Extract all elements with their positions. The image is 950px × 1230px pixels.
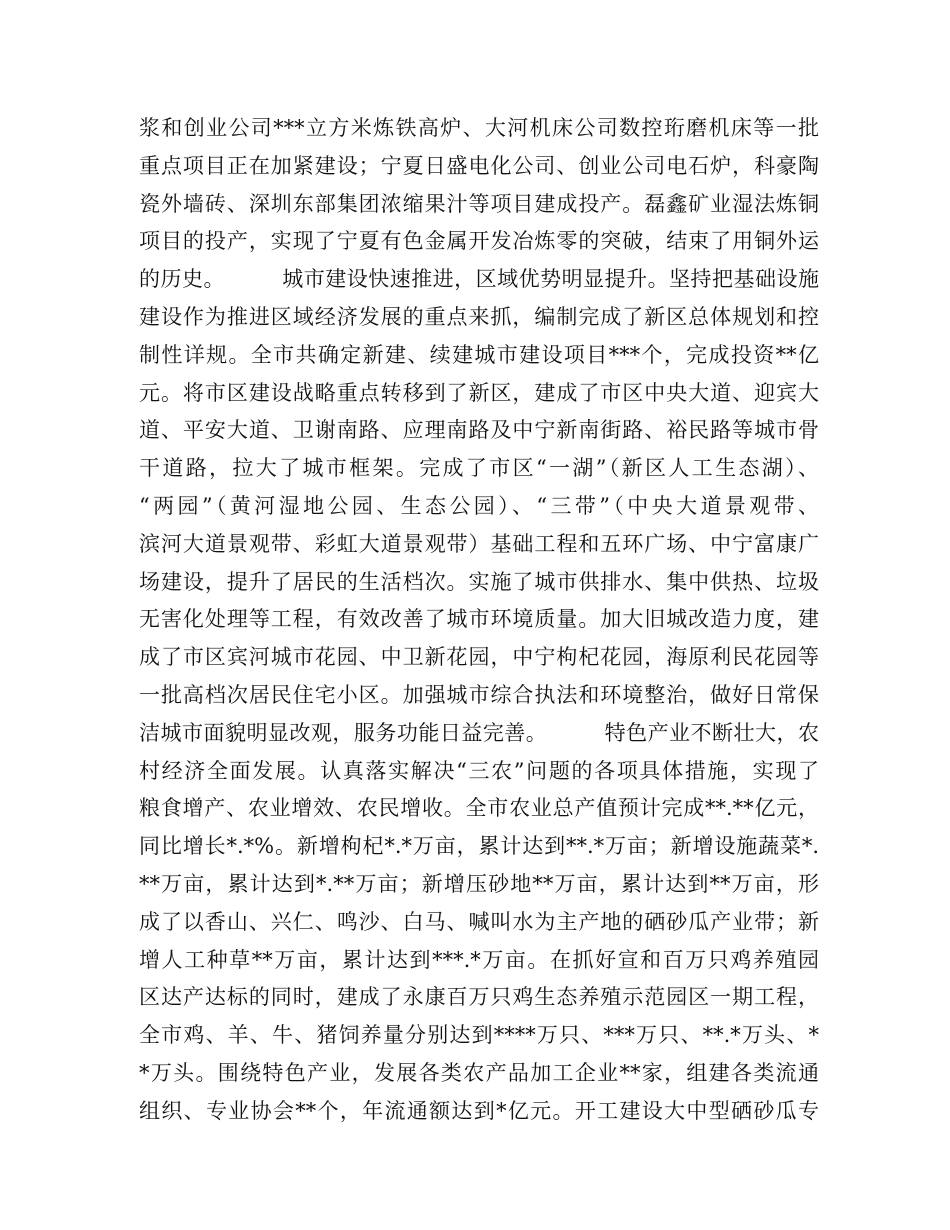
text-line: 制性详规。全市共确定新建、续建城市建设项目***个，完成投资**亿	[139, 342, 819, 367]
text-line: 粮食增产、农业增效、农民增收。全市农业总产值预计完成**.**亿元，	[139, 796, 819, 821]
text-line: 道、平安大道、卫谢南路、应理南路及中宁新南街路、裕民路等城市骨	[139, 418, 819, 443]
text-line: 区达产达标的同时，建成了永康百万只鸡生态养殖示范园区一期工程，	[139, 985, 819, 1010]
text-line: 滨河大道景观带、彩虹大道景观带）基础工程和五环广场、中宁富康广	[139, 531, 819, 556]
text-line: 浆和创业公司***立方米炼铁高炉、大河机床公司数控珩磨机床等一批	[139, 116, 819, 140]
text-line: **万亩，累计达到*.**万亩；新增压砂地**万亩，累计达到**万亩，形	[139, 871, 819, 896]
text-line: 村经济全面发展。认真落实解决“三农”问题的各项具体措施，实现了	[139, 758, 819, 783]
text-line: *万头。围绕特色产业，发展各类农产品加工企业**家，组建各类流通	[139, 1060, 819, 1085]
text-line: 同比增长*.*%。新增枸杞*.*万亩，累计达到**.*万亩；新增设施蔬菜*.	[139, 834, 819, 859]
text-line: 建设作为推进区域经济发展的重点来抓，编制完成了新区总体规划和控	[139, 304, 819, 329]
text-line: 元。将市区建设战略重点转移到了新区，建成了市区中央大道、迎宾大	[139, 380, 819, 405]
text-line: 组织、专业协会**个，年流通额达到*亿元。开工建设大中型硒砂瓜专	[139, 1098, 819, 1123]
text-line: 瓷外墙砖、深圳东部集团浓缩果汁等项目建成投产。磊鑫矿业湿法炼铜	[139, 191, 819, 216]
text-line: 的历史。 城市建设快速推进，区域优势明显提升。坚持把基础设施	[139, 267, 819, 292]
text-line: 成了市区宾河城市花园、中卫新花园，中宁枸杞花园，海原利民花园等	[139, 645, 819, 670]
text-line: 重点项目正在加紧建设；宁夏日盛电化公司、创业公司电石炉，科豪陶	[139, 153, 819, 178]
text-line: 干道路，拉大了城市框架。完成了市区“一湖”（新区人工生态湖）、	[139, 456, 819, 481]
text-line: 洁城市面貌明显改观，服务功能日益完善。 特色产业不断壮大，农	[139, 720, 819, 745]
text-line: 无害化处理等工程，有效改善了城市环境质量。加大旧城改造力度，建	[139, 607, 819, 632]
text-line: 项目的投产，实现了宁夏有色金属开发冶炼零的突破，结束了用铜外运	[139, 229, 819, 254]
text-line: 增人工种草**万亩，累计达到***.*万亩。在抓好宣和百万只鸡养殖园	[139, 947, 819, 972]
text-line: 全市鸡、羊、牛、猪饲养量分别达到****万只、***万只、**.*万头、*	[139, 1023, 819, 1048]
body-text	[139, 110, 819, 1131]
text-line: 场建设，提升了居民的生活档次。实施了城市供排水、集中供热、垃圾	[139, 569, 819, 594]
text-line: 一批高档次居民住宅小区。加强城市综合执法和环境整治，做好日常保	[139, 682, 819, 707]
text-line: “两园”（黄河湿地公园、生态公园）、“三带”（中央大道景观带、	[139, 493, 819, 518]
text-line: 成了以香山、兴仁、鸣沙、白马、喊叫水为主产地的硒砂瓜产业带；新	[139, 909, 819, 934]
